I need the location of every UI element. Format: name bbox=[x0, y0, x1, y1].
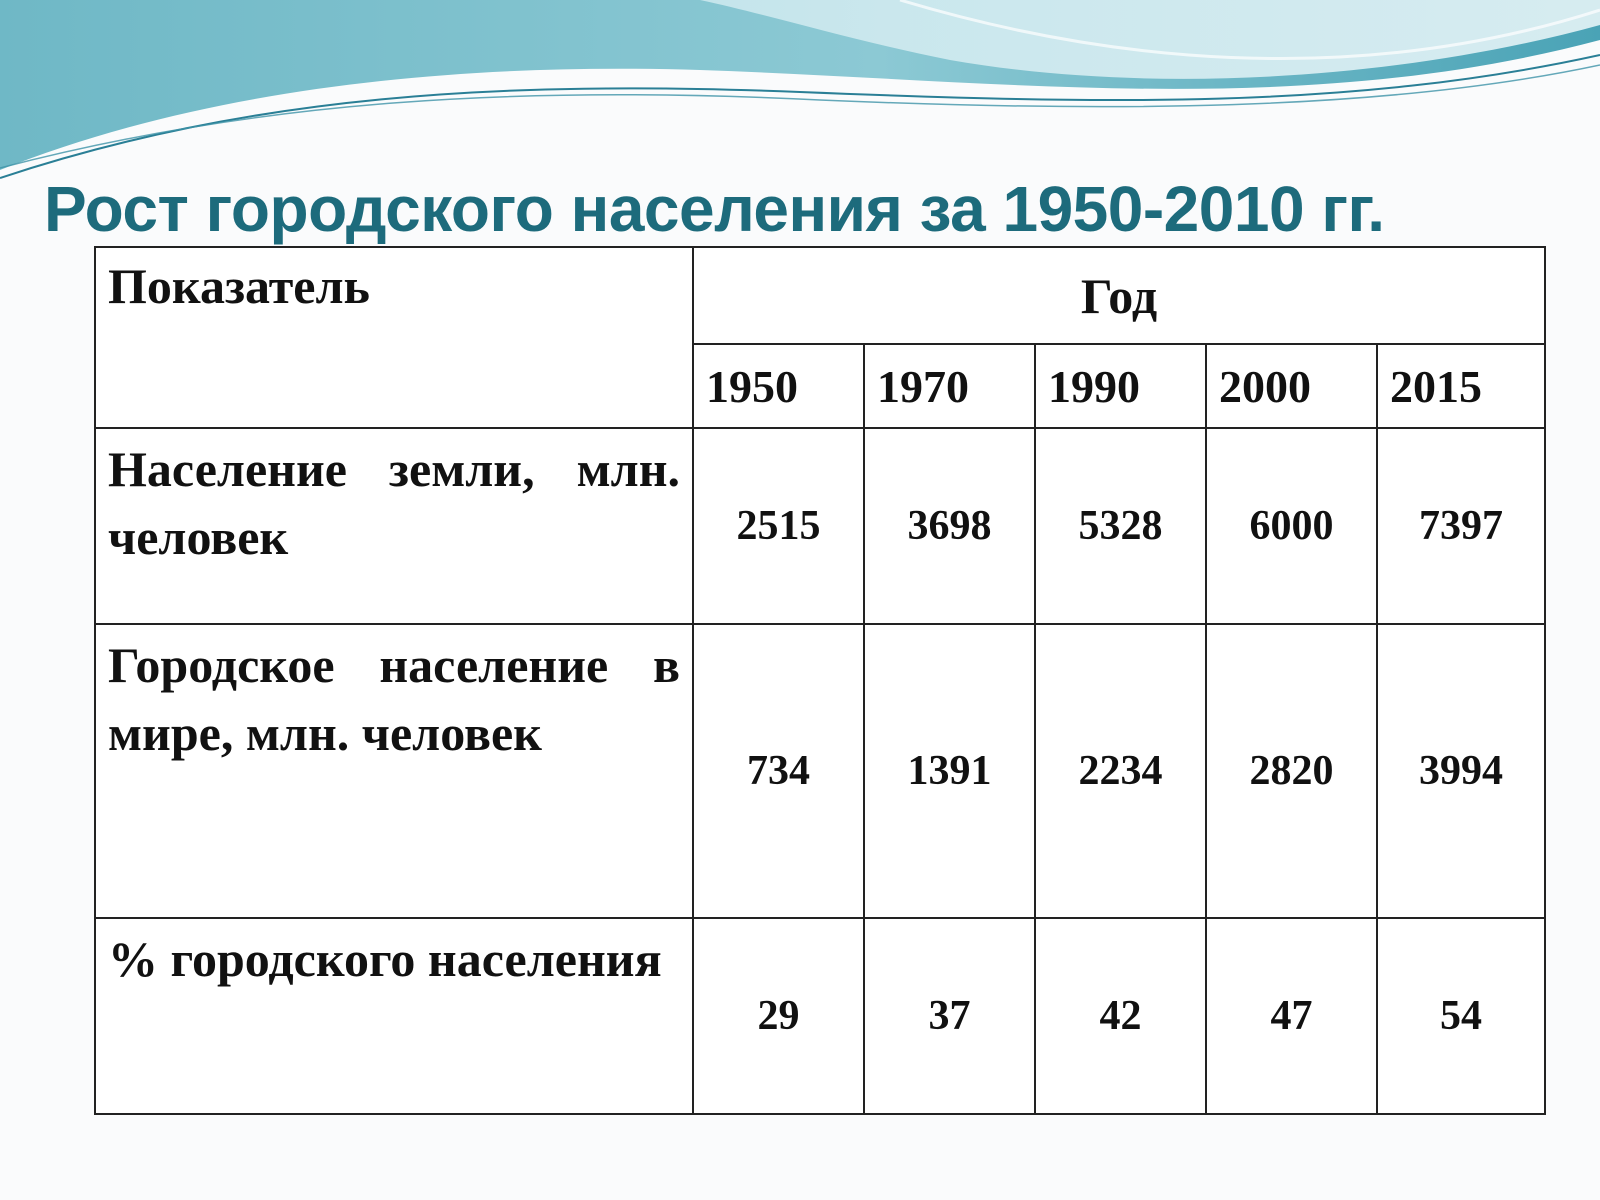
value-cell: 734 bbox=[693, 624, 864, 918]
slide-title: Рост городского населения за 1950-2010 гг. bbox=[44, 173, 1385, 245]
value-cell: 1391 bbox=[864, 624, 1035, 918]
value-cell: 42 bbox=[1035, 918, 1206, 1114]
row-label: Городское население в мире, млн. человек bbox=[95, 624, 693, 918]
value-cell: 47 bbox=[1206, 918, 1377, 1114]
value-cell: 2820 bbox=[1206, 624, 1377, 918]
value-cell: 29 bbox=[693, 918, 864, 1114]
value-cell: 3994 bbox=[1377, 624, 1545, 918]
indicator-header: Показатель bbox=[95, 247, 693, 428]
table-row-earth-population bbox=[95, 428, 1545, 624]
population-table bbox=[94, 246, 1546, 1115]
year-header-cell: 2000 bbox=[1206, 344, 1377, 428]
year-header: Год bbox=[693, 247, 1545, 344]
value-cell: 6000 bbox=[1206, 428, 1377, 624]
table-row-urban-percent bbox=[95, 918, 1545, 1114]
value-cell: 54 bbox=[1377, 918, 1545, 1114]
row-label: Население земли, млн. человек bbox=[95, 428, 693, 624]
value-cell: 2234 bbox=[1035, 624, 1206, 918]
year-header-cell: 1950 bbox=[693, 344, 864, 428]
value-cell: 3698 bbox=[864, 428, 1035, 624]
year-header-cell: 2015 bbox=[1377, 344, 1545, 428]
table-row-urban-population bbox=[95, 624, 1545, 918]
row-label: % городского населения bbox=[95, 918, 693, 1114]
value-cell: 7397 bbox=[1377, 428, 1545, 624]
value-cell: 37 bbox=[864, 918, 1035, 1114]
year-header-cell: 1970 bbox=[864, 344, 1035, 428]
value-cell: 5328 bbox=[1035, 428, 1206, 624]
year-header-cell: 1990 bbox=[1035, 344, 1206, 428]
value-cell: 2515 bbox=[693, 428, 864, 624]
